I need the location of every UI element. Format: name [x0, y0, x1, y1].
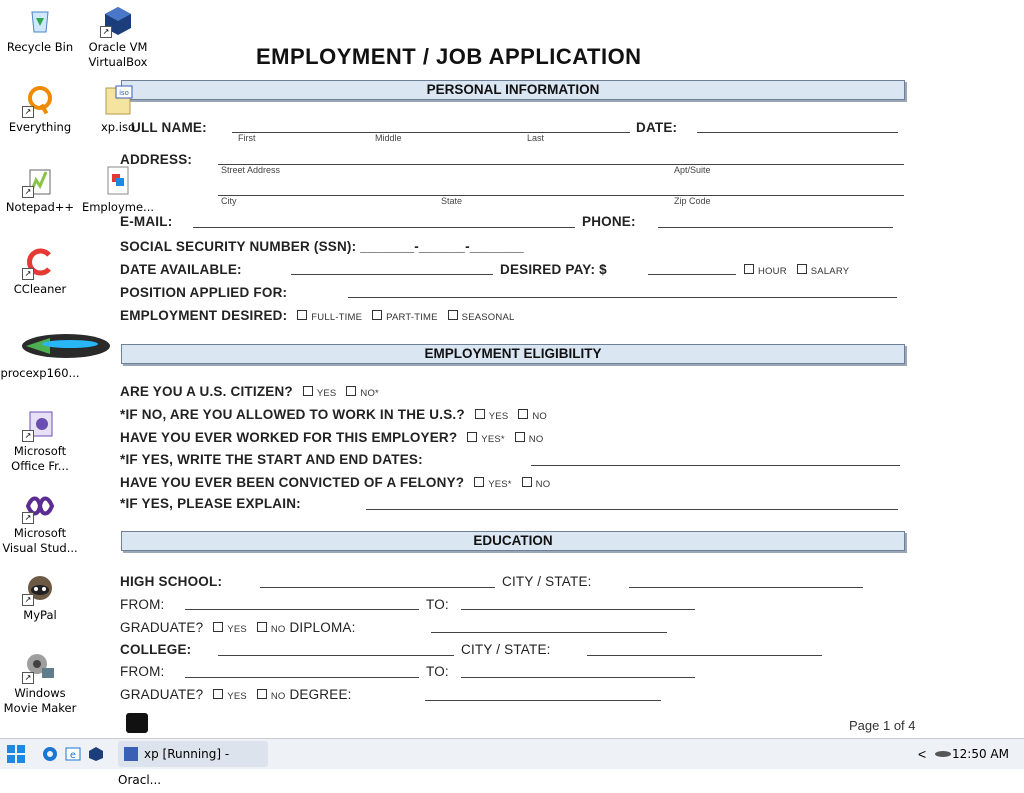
full-time-checkbox[interactable]	[297, 310, 307, 320]
college-to-label: TO:	[426, 664, 449, 679]
college-city-state-label: CITY / STATE:	[461, 642, 551, 657]
city-state-zip-field[interactable]	[218, 195, 904, 196]
diploma-field[interactable]	[431, 632, 667, 633]
zip-caption: Zip Code	[674, 196, 711, 206]
svg-text:e: e	[69, 750, 77, 761]
full-time-label: FULL-TIME	[311, 312, 363, 323]
hs-to-field[interactable]	[461, 609, 695, 610]
citizen-yes-checkbox[interactable]	[303, 386, 313, 396]
hs-graduate-yes-checkbox[interactable]	[213, 622, 223, 632]
taskbar-virtualbox[interactable]	[88, 739, 104, 769]
hs-from-label: FROM:	[120, 597, 165, 612]
hs-graduate-yes-label: YES	[227, 624, 247, 635]
college-to-field[interactable]	[461, 677, 695, 678]
mypal-icon	[24, 572, 56, 604]
employment-desired-row	[120, 308, 514, 323]
worked-before-question: HAVE YOU EVER WORKED FOR THIS EMPLOYER?	[120, 430, 458, 445]
email-field[interactable]	[193, 227, 575, 228]
hs-city-state-field[interactable]	[629, 587, 863, 588]
worked-before-no-label: NO	[528, 434, 544, 445]
shortcut-arrow-icon: ↗	[22, 186, 34, 198]
college-from-label: FROM:	[120, 664, 165, 679]
desktop-icon-procexp[interactable]	[0, 326, 80, 381]
worked-before-yes-label: YES*	[481, 434, 505, 445]
hs-graduate-no-label: NO	[270, 624, 286, 635]
college-label: COLLEGE:	[120, 642, 192, 657]
desktop-icon-notepadpp[interactable]	[0, 164, 80, 215]
high-school-label: HIGH SCHOOL:	[120, 574, 223, 589]
employment-desired-label: EMPLOYMENT DESIRED:	[120, 308, 288, 323]
street-caption: Street Address	[221, 165, 281, 175]
desktop-icon-movie-maker[interactable]	[0, 650, 80, 716]
document-file-icon	[102, 164, 134, 196]
high-school-field[interactable]	[260, 587, 495, 588]
part-time-checkbox[interactable]	[372, 310, 382, 320]
felony-row	[120, 475, 550, 490]
apt-caption: Apt/Suite	[674, 165, 711, 175]
desktop-icon-label: Oracle VM VirtualBox	[88, 40, 148, 69]
desktop-icon-label: CCleaner	[13, 282, 67, 296]
felony-no-label: NO	[535, 479, 551, 490]
ccleaner-icon	[24, 246, 56, 278]
work-allowed-yes-label: YES	[488, 411, 509, 422]
felony-yes-checkbox[interactable]	[474, 477, 484, 487]
date-available-label: DATE AVAILABLE:	[120, 262, 242, 277]
hour-label: HOUR	[758, 266, 787, 277]
tray-app-icon[interactable]	[934, 739, 952, 769]
dates-label: *IF YES, WRITE THE START AND END DATES:	[120, 452, 423, 467]
citizen-no-label: NO*	[360, 388, 379, 399]
middle-caption: Middle	[375, 133, 402, 143]
college-graduate-yes-checkbox[interactable]	[213, 689, 223, 699]
shortcut-arrow-icon: ↗	[22, 672, 34, 684]
address-label: ADDRESS:	[120, 152, 193, 167]
position-field[interactable]	[348, 297, 897, 298]
college-graduate-no-label: NO	[270, 691, 286, 702]
taskbar	[0, 738, 1024, 787]
desktop-icon-label: Notepad++	[5, 200, 75, 214]
hs-graduate-row	[120, 620, 356, 635]
citizen-question: ARE YOU A U.S. CITIZEN?	[120, 384, 293, 399]
worked-before-row	[120, 430, 543, 445]
degree-field[interactable]	[425, 700, 661, 701]
movie-maker-icon	[24, 650, 56, 682]
date-field[interactable]	[697, 132, 898, 133]
section-employment-eligibility: EMPLOYMENT ELIGIBILITY	[121, 344, 905, 364]
seasonal-checkbox[interactable]	[448, 310, 458, 320]
worked-before-no-checkbox[interactable]	[515, 432, 525, 442]
felony-no-checkbox[interactable]	[522, 477, 532, 487]
position-label: POSITION APPLIED FOR:	[120, 285, 288, 300]
shortcut-arrow-icon: ↗	[22, 106, 34, 118]
desktop-icon-ccleaner[interactable]	[0, 246, 80, 297]
document-logo-icon	[126, 713, 148, 733]
virtualbox-icon	[88, 746, 104, 762]
part-time-label: PART-TIME	[386, 312, 438, 323]
felony-yes-label: YES*	[488, 479, 512, 490]
shortcut-arrow-icon: ↗	[22, 512, 34, 524]
work-allowed-question: *IF NO, ARE YOU ALLOWED TO WORK IN THE U.S.?	[120, 407, 465, 422]
college-graduate-row	[120, 687, 352, 702]
form-title: EMPLOYMENT / JOB APPLICATION	[256, 44, 642, 69]
desktop-icon-employment-pdf[interactable]	[78, 164, 158, 215]
desktop-icon-virtualbox[interactable]	[78, 4, 158, 70]
shortcut-arrow-icon: ↗	[22, 594, 34, 606]
phone-label: PHONE:	[582, 214, 636, 229]
active-window-title: xp [Running] - Oracl...	[118, 747, 230, 787]
shortcut-arrow-icon: ↗	[22, 268, 34, 280]
page-indicator: Page 1 of 4	[849, 718, 916, 733]
desktop-icon-label: Everything	[8, 120, 72, 134]
procexp-icon	[20, 326, 116, 362]
work-allowed-no-checkbox[interactable]	[518, 409, 528, 419]
edge-icon	[42, 746, 58, 762]
virtualbox-vm-icon	[123, 746, 139, 762]
college-field[interactable]	[218, 655, 454, 656]
full-name-field[interactable]	[232, 132, 630, 133]
desktop-icon-label: xp.iso	[101, 120, 135, 134]
desktop-icon-label: MyPal	[23, 608, 57, 622]
taskbar-edge[interactable]	[42, 739, 58, 769]
desired-pay-field[interactable]	[648, 274, 736, 275]
seasonal-label: SEASONAL	[461, 312, 515, 323]
city-caption: City	[221, 196, 237, 206]
hs-graduate-no-checkbox[interactable]	[257, 622, 267, 632]
first-caption: First	[238, 133, 256, 143]
desktop-icon-label: Employme...	[81, 200, 155, 214]
salary-checkbox[interactable]	[797, 264, 807, 274]
college-graduate-label: GRADUATE?	[120, 687, 204, 702]
pay-options	[738, 262, 849, 277]
full-name-label: ULL NAME:	[131, 120, 207, 135]
citizen-no-checkbox[interactable]	[346, 386, 356, 396]
iso-file-icon	[102, 84, 134, 116]
hs-from-field[interactable]	[185, 609, 419, 610]
desktop-icon-label: procexp160...	[0, 366, 80, 380]
explain-field[interactable]	[366, 509, 898, 510]
email-label: E-MAIL:	[120, 214, 173, 229]
citizen-row	[120, 384, 379, 399]
college-graduate-yes-label: YES	[227, 691, 247, 702]
work-allowed-yes-checkbox[interactable]	[475, 409, 485, 419]
start-button[interactable]	[6, 739, 26, 769]
desktop-icon-everything[interactable]	[0, 84, 80, 135]
office-icon	[24, 408, 56, 440]
last-caption: Last	[527, 133, 545, 143]
work-allowed-no-label: NO	[532, 411, 547, 422]
diploma-label: DIPLOMA:	[289, 620, 356, 635]
procexp-tray-icon	[934, 749, 952, 759]
date-label: DATE:	[636, 120, 678, 135]
recycle-bin-icon	[24, 4, 56, 36]
phone-field[interactable]	[658, 227, 893, 228]
desired-pay-label	[500, 262, 607, 277]
date-available-field[interactable]	[291, 274, 493, 275]
hs-city-state-label: CITY / STATE:	[502, 574, 592, 589]
notepadpp-icon	[24, 164, 56, 196]
explain-label: *IF YES, PLEASE EXPLAIN:	[120, 496, 301, 511]
desktop-icon-label: Recycle Bin	[6, 40, 74, 54]
shortcut-arrow-icon: ↗	[100, 26, 112, 38]
ie-icon	[65, 746, 81, 762]
salary-label: SALARY	[810, 266, 850, 277]
desired-pay-text: DESIRED PAY: $	[500, 262, 607, 277]
windows-start-icon	[6, 744, 26, 764]
hs-graduate-label: GRADUATE?	[120, 620, 204, 635]
hs-to-label: TO:	[426, 597, 449, 612]
tray-overflow-chevron[interactable]: <	[918, 746, 927, 762]
everything-icon	[24, 84, 56, 116]
desktop-icon-mypal[interactable]	[0, 572, 80, 623]
worked-before-yes-checkbox[interactable]	[467, 432, 477, 442]
desktop-icon-xp-iso[interactable]	[78, 84, 158, 135]
state-caption: State	[441, 196, 463, 206]
shortcut-arrow-icon: ↗	[22, 430, 34, 442]
college-city-state-field[interactable]	[587, 655, 822, 656]
degree-label: DEGREE:	[289, 687, 352, 702]
street-address-field[interactable]	[218, 164, 904, 165]
ssn-label: SOCIAL SECURITY NUMBER (SSN): _______-______-_______	[120, 239, 524, 254]
desktop-icon-office[interactable]	[0, 408, 80, 474]
visual-studio-icon	[24, 490, 56, 522]
taskbar-active-window[interactable]	[118, 741, 268, 787]
desktop-icon-recycle-bin[interactable]	[0, 4, 80, 55]
desktop-icon-label: Microsoft Visual Stud...	[2, 526, 78, 555]
citizen-yes-label: YES	[316, 388, 337, 399]
section-personal-information: PERSONAL INFORMATION	[121, 80, 905, 100]
virtualbox-icon	[102, 4, 134, 36]
college-from-field[interactable]	[185, 677, 419, 678]
svg-text:iso: iso	[119, 89, 129, 97]
taskbar-clock[interactable]: 12:50 AM	[952, 747, 1009, 761]
section-education: EDUCATION	[121, 531, 905, 551]
hour-checkbox[interactable]	[744, 264, 754, 274]
dates-field[interactable]	[531, 465, 900, 466]
desktop-icon-label: Microsoft Office Fr...	[11, 444, 69, 473]
taskbar-ie[interactable]	[65, 739, 81, 769]
work-allowed-row	[120, 407, 547, 422]
college-graduate-no-checkbox[interactable]	[257, 689, 267, 699]
desktop-icon-visual-studio[interactable]	[0, 490, 80, 556]
felony-question: HAVE YOU EVER BEEN CONVICTED OF A FELONY?	[120, 475, 465, 490]
desktop-icon-label: Windows Movie Maker	[3, 686, 77, 715]
